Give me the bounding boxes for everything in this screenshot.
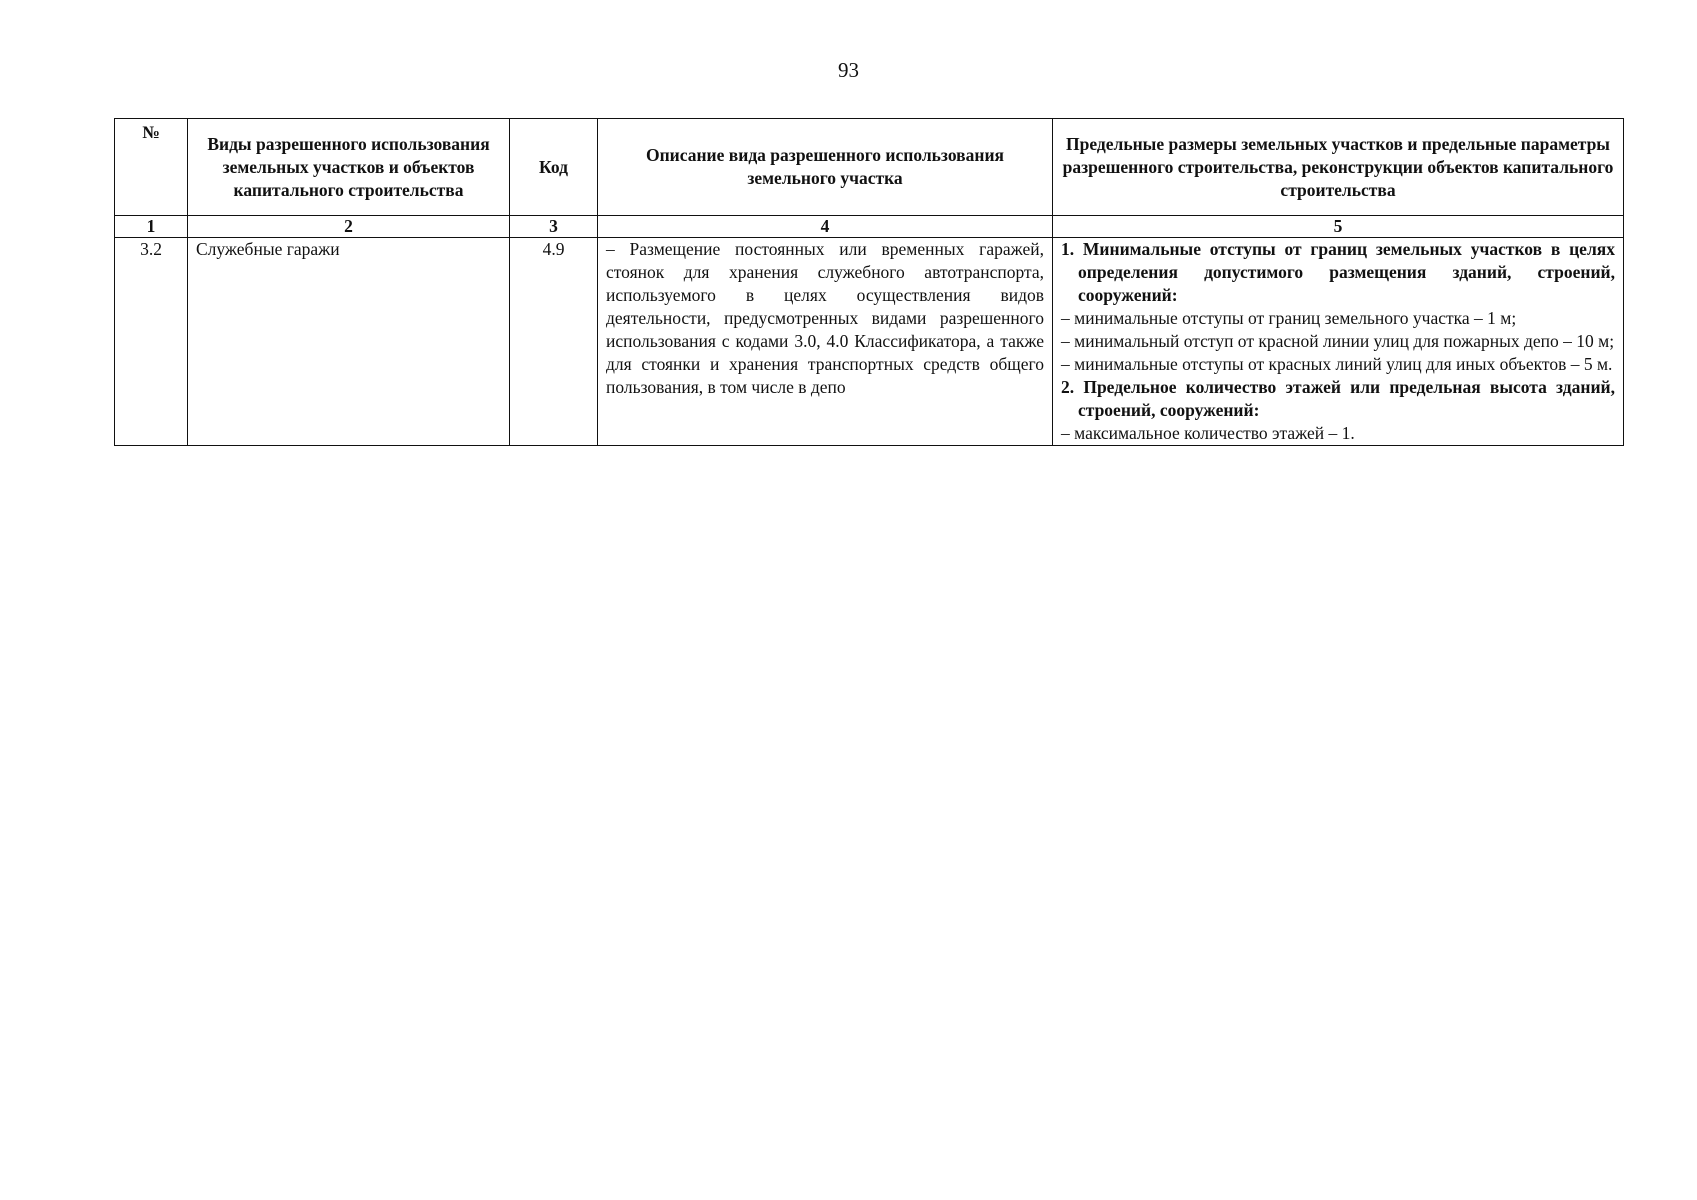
row-code: 4.9	[510, 238, 598, 446]
parameter-group-title: 1. Минимальные отступы от границ земельных участков в целях определения допустимого размещения зданий, строений, сооружений:	[1061, 239, 1615, 305]
parameter-item: – минимальный отступ от красной линии улиц для пожарных депо – 10 м;	[1061, 331, 1615, 351]
column-number: 1	[115, 216, 188, 238]
header-parameters: Предельные размеры земельных участков и предельные параметры разрешенного строительства, реконструкции объектов капитального строительства	[1053, 119, 1624, 216]
header-code: Код	[510, 119, 598, 216]
row-description: – Размещение постоянных или временных гаражей, стоянок для хранения служебного автотранспорта, используемого в целях осуществления видов деятельности, предусмотренных видами разрешенного использования с кодами 3.0, 4.0 Классификатора, а также для стоянки и хранения транспортных средств общего пользования, в том числе в депо	[598, 238, 1053, 446]
header-description: Описание вида разрешенного использования земельного участка	[598, 119, 1053, 216]
column-number: 5	[1053, 216, 1624, 238]
column-number: 3	[510, 216, 598, 238]
header-row	[115, 119, 1624, 216]
row-number: 3.2	[115, 238, 188, 446]
parameter-group-floors	[1061, 376, 1615, 445]
column-number: 2	[188, 216, 510, 238]
parameter-item: – минимальные отступы от красных линий улиц для иных объектов – 5 м.	[1061, 354, 1613, 374]
parameter-group-title: 2. Предельное количество этажей или предельная высота зданий, строений, сооружений:	[1061, 377, 1615, 420]
column-number: 4	[598, 216, 1053, 238]
parameter-item: – минимальные отступы от границ земельного участка – 1 м;	[1061, 308, 1517, 328]
header-use-type: Виды разрешенного использования земельных участков и объектов капитального строительства	[188, 119, 510, 216]
parameter-group-setbacks	[1061, 238, 1615, 376]
land-use-table	[114, 118, 1624, 446]
table-row	[115, 238, 1624, 446]
header-number: №	[115, 119, 188, 216]
column-number-row	[115, 216, 1624, 238]
parameter-item: – максимальное количество этажей – 1.	[1061, 423, 1355, 443]
row-use-type: Служебные гаражи	[188, 238, 510, 446]
page-number: 93	[838, 58, 859, 82]
row-parameters	[1053, 238, 1624, 446]
